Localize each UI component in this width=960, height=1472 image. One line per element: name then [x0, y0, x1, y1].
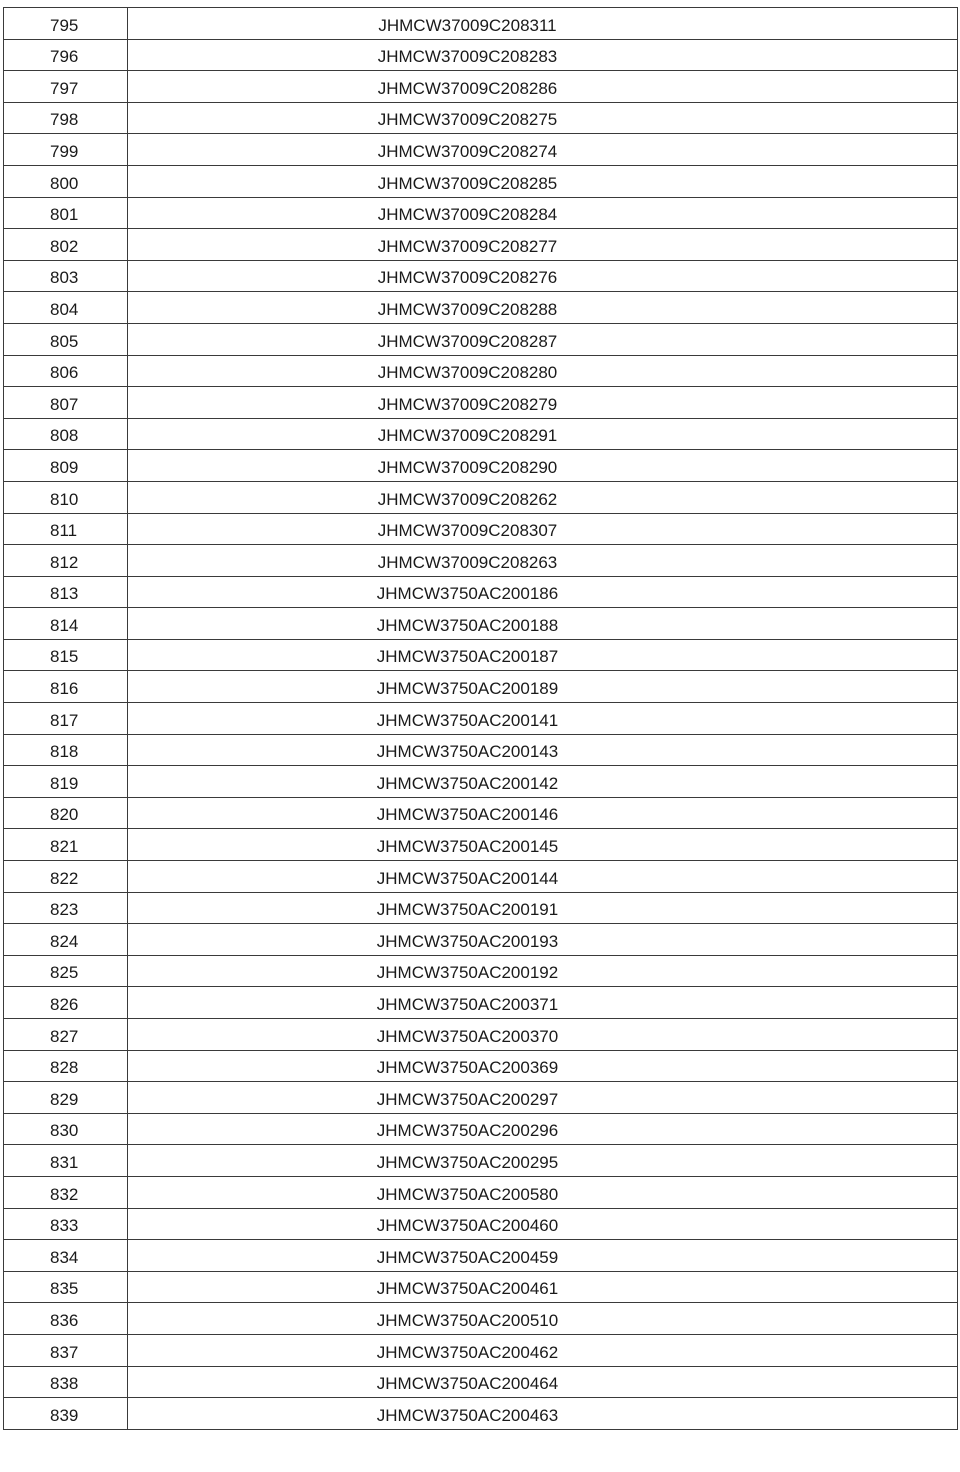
- table-row: [4, 1240, 958, 1272]
- row-number: 803: [4, 260, 128, 292]
- table-row: [4, 260, 958, 292]
- row-number: 799: [4, 134, 128, 166]
- row-number: 805: [4, 323, 128, 355]
- row-number: 815: [4, 639, 128, 671]
- table-row: [4, 924, 958, 956]
- row-number: 829: [4, 1082, 128, 1114]
- vin-code: JHMCW3750AC200142: [128, 766, 958, 798]
- row-number: 831: [4, 1145, 128, 1177]
- row-number: 800: [4, 165, 128, 197]
- row-number: 806: [4, 355, 128, 387]
- table-row: [4, 1366, 958, 1398]
- table-row: [4, 1334, 958, 1366]
- vin-code: JHMCW37009C208263: [128, 545, 958, 577]
- table-row: [4, 71, 958, 103]
- table-row: [4, 1271, 958, 1303]
- table-row: [4, 829, 958, 861]
- table-row: [4, 861, 958, 893]
- vin-code: JHMCW3750AC200192: [128, 955, 958, 987]
- table-row: [4, 134, 958, 166]
- vin-code: JHMCW3750AC200464: [128, 1366, 958, 1398]
- table-row: [4, 1050, 958, 1082]
- vin-code: JHMCW3750AC200461: [128, 1271, 958, 1303]
- table-row: [4, 1176, 958, 1208]
- table-row: [4, 418, 958, 450]
- row-number: 818: [4, 734, 128, 766]
- table-row: [4, 102, 958, 134]
- table-row: [4, 513, 958, 545]
- vin-code: JHMCW37009C208276: [128, 260, 958, 292]
- vin-code: JHMCW37009C208290: [128, 450, 958, 482]
- table-row: [4, 576, 958, 608]
- row-number: 839: [4, 1398, 128, 1430]
- vin-code: JHMCW37009C208275: [128, 102, 958, 134]
- row-number: 804: [4, 292, 128, 324]
- row-number: 810: [4, 481, 128, 513]
- vin-code: JHMCW37009C208280: [128, 355, 958, 387]
- table-row: [4, 1113, 958, 1145]
- table-row: [4, 1398, 958, 1430]
- table-row: [4, 1019, 958, 1051]
- table-row: [4, 229, 958, 261]
- vin-code: JHMCW3750AC200371: [128, 987, 958, 1019]
- vin-code: JHMCW37009C208284: [128, 197, 958, 229]
- table-row: [4, 1208, 958, 1240]
- table-row: [4, 387, 958, 419]
- vin-code: JHMCW37009C208307: [128, 513, 958, 545]
- row-number: 824: [4, 924, 128, 956]
- row-number: 795: [4, 8, 128, 40]
- row-number: 822: [4, 861, 128, 893]
- table-row: [4, 481, 958, 513]
- table-row: [4, 1145, 958, 1177]
- table-row: [4, 39, 958, 71]
- table-row: [4, 639, 958, 671]
- vin-code: JHMCW37009C208277: [128, 229, 958, 261]
- vin-code: JHMCW3750AC200189: [128, 671, 958, 703]
- table-row: [4, 671, 958, 703]
- table-row: [4, 292, 958, 324]
- vin-code: JHMCW3750AC200459: [128, 1240, 958, 1272]
- row-number: 814: [4, 608, 128, 640]
- table-row: [4, 955, 958, 987]
- table-row: [4, 165, 958, 197]
- vin-code: JHMCW3750AC200141: [128, 703, 958, 735]
- row-number: 825: [4, 955, 128, 987]
- vin-code: JHMCW3750AC200186: [128, 576, 958, 608]
- vin-code: JHMCW3750AC200463: [128, 1398, 958, 1430]
- vin-code: JHMCW37009C208283: [128, 39, 958, 71]
- row-number: 816: [4, 671, 128, 703]
- vin-code: JHMCW37009C208274: [128, 134, 958, 166]
- table-row: [4, 355, 958, 387]
- vin-code: JHMCW3750AC200146: [128, 797, 958, 829]
- vin-code: JHMCW3750AC200193: [128, 924, 958, 956]
- vin-code: JHMCW3750AC200296: [128, 1113, 958, 1145]
- table-row: [4, 797, 958, 829]
- row-number: 826: [4, 987, 128, 1019]
- vin-code: JHMCW37009C208285: [128, 165, 958, 197]
- vin-code: JHMCW37009C208287: [128, 323, 958, 355]
- row-number: 807: [4, 387, 128, 419]
- row-number: 820: [4, 797, 128, 829]
- row-number: 827: [4, 1019, 128, 1051]
- vin-code: JHMCW37009C208262: [128, 481, 958, 513]
- row-number: 797: [4, 71, 128, 103]
- vin-code: JHMCW3750AC200143: [128, 734, 958, 766]
- row-number: 796: [4, 39, 128, 71]
- row-number: 835: [4, 1271, 128, 1303]
- row-number: 809: [4, 450, 128, 482]
- row-number: 819: [4, 766, 128, 798]
- row-number: 798: [4, 102, 128, 134]
- table-row: [4, 608, 958, 640]
- table-row: [4, 1303, 958, 1335]
- row-number: 812: [4, 545, 128, 577]
- table-row: [4, 734, 958, 766]
- row-number: 837: [4, 1334, 128, 1366]
- vin-code: JHMCW3750AC200187: [128, 639, 958, 671]
- table-row: [4, 545, 958, 577]
- vin-table-body: [4, 8, 958, 1430]
- vin-code: JHMCW3750AC200191: [128, 892, 958, 924]
- table-row: [4, 8, 958, 40]
- vin-table: [3, 7, 958, 1430]
- vin-code: JHMCW3750AC200297: [128, 1082, 958, 1114]
- table-row: [4, 766, 958, 798]
- vin-code: JHMCW3750AC200580: [128, 1176, 958, 1208]
- table-row: [4, 987, 958, 1019]
- row-number: 838: [4, 1366, 128, 1398]
- vin-code: JHMCW37009C208288: [128, 292, 958, 324]
- vin-code: JHMCW3750AC200188: [128, 608, 958, 640]
- row-number: 834: [4, 1240, 128, 1272]
- vin-code: JHMCW3750AC200145: [128, 829, 958, 861]
- vin-code: JHMCW37009C208291: [128, 418, 958, 450]
- table-row: [4, 323, 958, 355]
- row-number: 821: [4, 829, 128, 861]
- vin-code: JHMCW3750AC200144: [128, 861, 958, 893]
- row-number: 813: [4, 576, 128, 608]
- row-number: 823: [4, 892, 128, 924]
- table-row: [4, 450, 958, 482]
- row-number: 802: [4, 229, 128, 261]
- vin-code: JHMCW3750AC200510: [128, 1303, 958, 1335]
- document-page: [3, 7, 957, 1430]
- row-number: 808: [4, 418, 128, 450]
- row-number: 817: [4, 703, 128, 735]
- vin-code: JHMCW3750AC200370: [128, 1019, 958, 1051]
- table-row: [4, 1082, 958, 1114]
- vin-code: JHMCW37009C208279: [128, 387, 958, 419]
- row-number: 830: [4, 1113, 128, 1145]
- row-number: 801: [4, 197, 128, 229]
- vin-code: JHMCW3750AC200460: [128, 1208, 958, 1240]
- vin-code: JHMCW3750AC200369: [128, 1050, 958, 1082]
- table-row: [4, 703, 958, 735]
- row-number: 828: [4, 1050, 128, 1082]
- table-row: [4, 892, 958, 924]
- row-number: 833: [4, 1208, 128, 1240]
- vin-code: JHMCW3750AC200462: [128, 1334, 958, 1366]
- row-number: 811: [4, 513, 128, 545]
- vin-code: JHMCW37009C208311: [128, 8, 958, 40]
- vin-code: JHMCW3750AC200295: [128, 1145, 958, 1177]
- row-number: 832: [4, 1176, 128, 1208]
- vin-code: JHMCW37009C208286: [128, 71, 958, 103]
- row-number: 836: [4, 1303, 128, 1335]
- table-row: [4, 197, 958, 229]
